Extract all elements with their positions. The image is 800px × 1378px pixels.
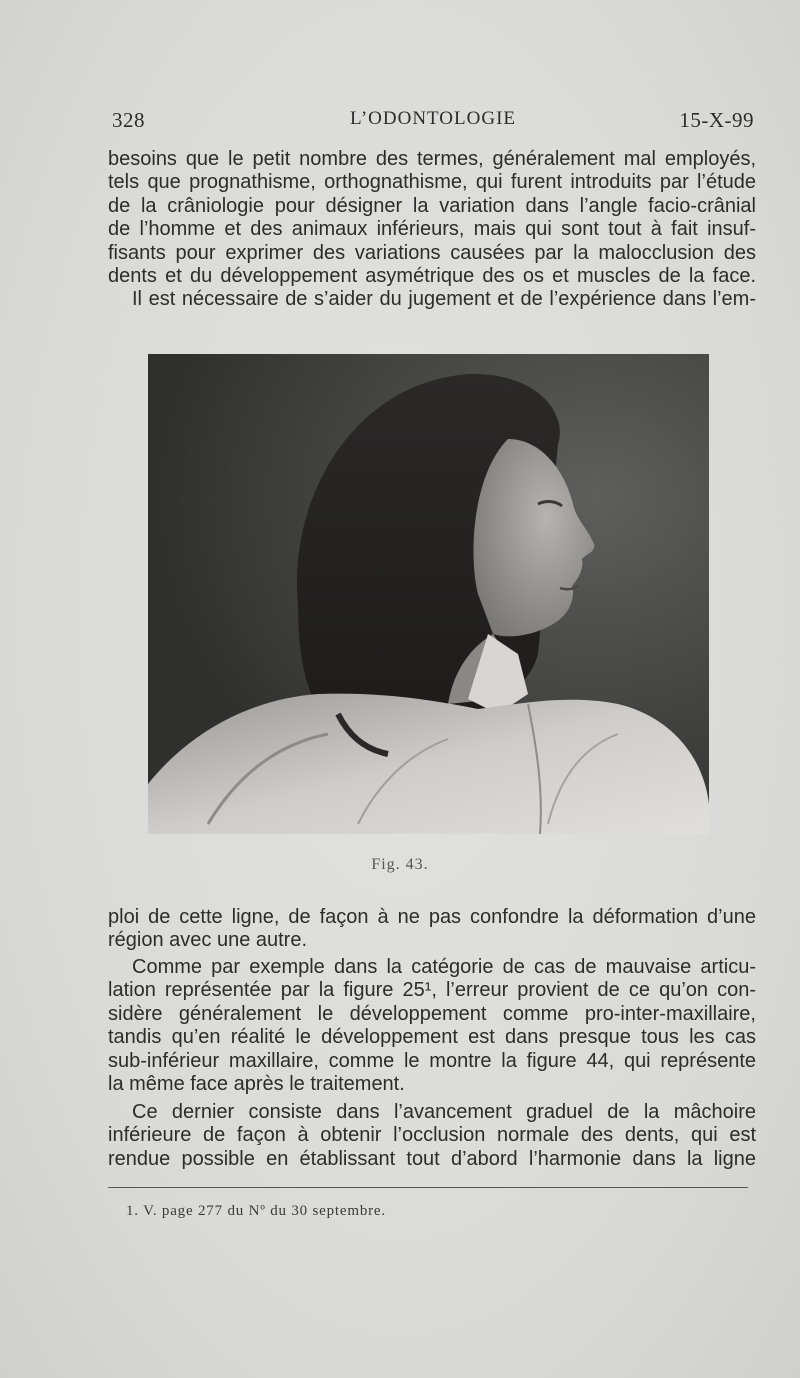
figure-caption: Fig. 43. <box>371 856 429 873</box>
paragraph-4 <box>108 1101 756 1171</box>
paragraph-3 <box>108 956 756 1096</box>
text-line: de la crâniologie pour désigner la variation dans l’angle facio-crânial <box>108 194 756 217</box>
paragraph-2-continued <box>108 906 756 953</box>
text-line: besoins que le petit nombre des termes, généralement mal employés, <box>108 148 756 170</box>
text-line: sub-inférieur maxillaire, comme le montre la figure 44, qui représente <box>108 1049 756 1072</box>
text-line: Ce dernier consiste dans l’avancement graduel de la mâchoire <box>132 1101 756 1123</box>
portrait-image <box>148 354 709 834</box>
text-line: région avec une autre. <box>108 929 308 952</box>
text-line: fisants pour exprimer des variations causées par la malocclusion des <box>108 241 756 264</box>
text-line: sidère généralement le développement comme pro-inter-maxillaire, <box>108 1002 756 1025</box>
text-line: Il est nécessaire de s’aider du jugement et de l’expérience dans l’em- <box>132 288 756 311</box>
text-line: dents et du développement asymétrique des os et muscles de la face. <box>108 265 756 288</box>
text-line: rendue possible en établissant tout d’abord l’harmonie dans la ligne <box>108 1147 756 1170</box>
text-line: la même face après le traitement. <box>108 1073 405 1096</box>
text-line: tels que prognathisme, orthognathisme, qui furent introduits par l’étude <box>108 171 756 194</box>
text-line: inférieure de façon à obtenir l’occlusion normale des dents, qui est <box>108 1124 756 1147</box>
portrait-photograph <box>148 354 709 834</box>
page-header <box>112 108 754 136</box>
issue-date: 15-X-99 <box>679 108 754 132</box>
footnote: 1. V. page 277 du Nº du 30 septembre. <box>126 1203 386 1219</box>
text-line: lation représentée par la figure 25¹, l’erreur provient de ce qu’on con- <box>108 979 756 1002</box>
text-line: tandis qu’en réalité le développement est dans presque tous les cas <box>108 1026 756 1049</box>
journal-title: L’ODONTOLOGIE <box>349 108 517 129</box>
page-number: 328 <box>112 108 145 132</box>
paragraph-1 <box>108 148 756 312</box>
text-line: ploi de cette ligne, de façon à ne pas confondre la déformation d’une <box>108 906 756 928</box>
footnote-divider <box>108 1187 748 1188</box>
text-line: de l’homme et des animaux inférieurs, mais qui sont tout à fait insuf- <box>108 218 756 241</box>
text-line: Comme par exemple dans la catégorie de cas de mauvaise articu- <box>132 956 756 978</box>
